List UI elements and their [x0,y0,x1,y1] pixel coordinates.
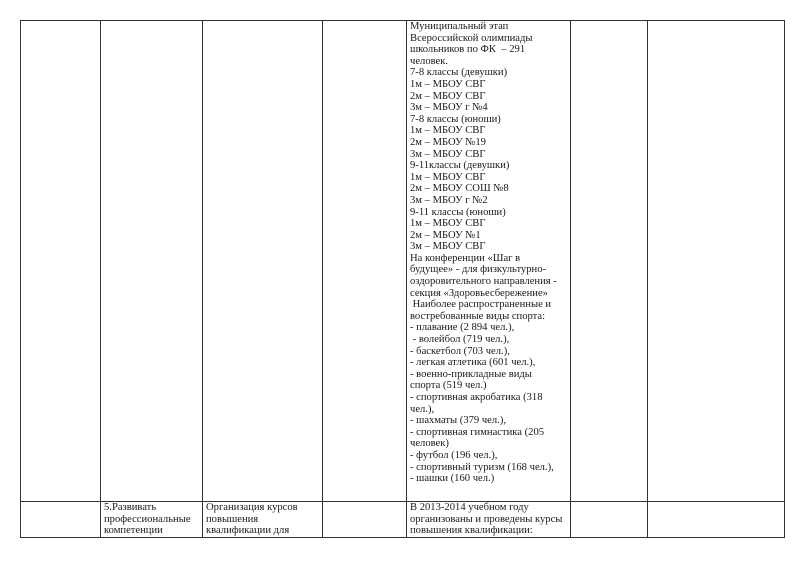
results-cell [407,21,571,502]
text-line: - спортивная акробатика (318 [410,392,543,403]
text-line: повышения квалификации: [410,525,533,537]
text-line: Организация курсов [206,502,298,513]
text-line: В 2013-2014 учебном году [410,502,529,513]
text-line: - шахматы (379 чел.), [410,415,506,427]
text-line: - волейбол (719 чел.), [410,334,510,346]
text-line: На конференции «Шаг в [410,252,521,264]
text-line: 3м – МБОУ СВГ [410,148,486,160]
goal-cell [101,502,203,538]
table-cell-r2-c1 [21,502,101,538]
text-line: 9-11классы (девушки) [410,160,510,172]
text-line: человек. [410,55,449,67]
text-line: - легкая атлетика (601 чел.), [410,357,536,369]
text-line: человек) [410,438,449,450]
table-cell-r1-c6 [571,21,648,502]
table-cell-r2-c4 [323,502,407,538]
table-cell-r1-c2 [101,21,203,502]
text-line: будущее» - для физкультурно- [410,264,547,276]
text-line: спорта (519 чел.) [410,380,487,392]
text-line: 1м – МБОУ СВГ [410,78,486,90]
text-line: 7-8 классы (юноши) [410,113,501,125]
table-cell-r1-c7 [648,21,785,502]
text-line: - шашки (160 чел.) [410,473,495,485]
text-line: 5.Развивать [104,502,157,513]
text-line: - спортивный туризм (168 чел.), [410,461,554,473]
text-line: 1м – МБОУ СВГ [410,171,486,183]
activity-cell [203,502,323,538]
text-line: - плавание (2 894 чел.), [410,322,515,334]
text-line: 9-11 классы (юноши) [410,206,506,218]
text-line: компетенции [104,525,163,537]
text-line: 2м – МБОУ СВГ [410,90,486,102]
table-row [21,21,785,502]
text-line: Наиболее распространенные и [410,299,552,311]
text-line: - баскетбол (703 чел.), [410,345,510,357]
text-line: - спортивная гимнастика (205 [410,426,545,438]
table-cell-r2-c7 [648,502,785,538]
text-line: Всероссийской олимпиады [410,32,533,44]
text-line: - футбол (196 чел.), [410,449,498,461]
text-line: 3м – МБОУ г №2 [410,194,488,206]
text-line: оздоровительного направления - [410,276,557,288]
report-table [20,20,785,538]
text-line: квалификации для [206,525,290,537]
table-cell-r1-c1 [21,21,101,502]
table-cell-r1-c4 [323,21,407,502]
text-line: 2м – МБОУ СОШ №8 [410,183,509,195]
text-line: профессиональные [104,513,191,525]
table-row [21,502,785,538]
text-line: школьников по ФК – 291 [410,44,526,56]
table-cell-r2-c6 [571,502,648,538]
text-line: - военно-прикладные виды [410,368,532,380]
text-line: 3м – МБОУ СВГ [410,241,486,253]
text-line: 7-8 классы (девушки) [410,67,508,79]
text-line: 3м – МБОУ г №4 [410,102,488,114]
text-line: чел.), [410,403,435,415]
text-line: секция «Здоровьесбережение» [410,287,548,299]
text-line: организованы и проведены курсы [410,513,563,525]
text-line: востребованные виды спорта: [410,310,546,322]
text-line: 2м – МБОУ №19 [410,136,486,148]
text-line: Муниципальный этап [410,21,509,32]
results-cell [407,502,571,538]
text-line: повышения [206,513,259,525]
text-line: 1м – МБОУ СВГ [410,125,486,137]
text-line: 1м – МБОУ СВГ [410,218,486,230]
text-line: 2м – МБОУ №1 [410,229,481,241]
table-cell-r1-c3 [203,21,323,502]
